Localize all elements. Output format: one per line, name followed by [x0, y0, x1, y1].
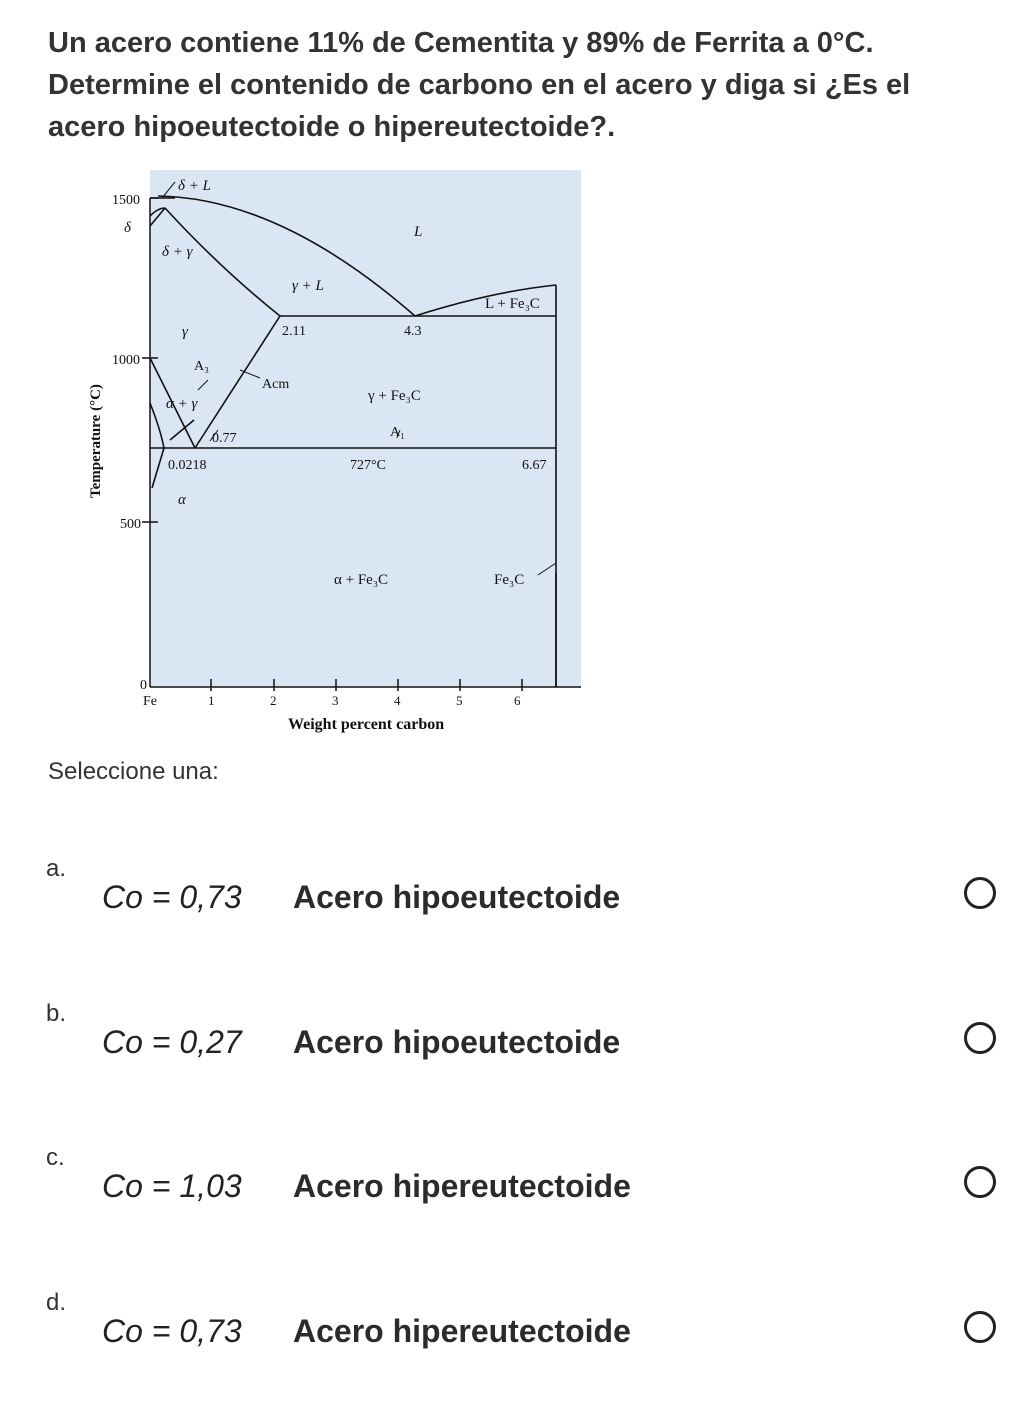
iron-carbon-phase-diagram [80, 168, 600, 743]
y-axis-label: Temperature (°C) [88, 384, 104, 498]
label-alpha-gamma: α + γ [166, 396, 198, 412]
option-text: Acero hipereutectoide [293, 1168, 631, 1204]
label-0-77: 0.77 [212, 431, 237, 446]
label-gamma-fe3c: γ + Fe₃C [368, 388, 421, 404]
label-0-0218: 0.0218 [168, 458, 207, 473]
x-tick-3: 3 [332, 693, 339, 708]
label-727c: 727°C [350, 458, 386, 473]
label-l-fe3c: L + Fe₃C [485, 296, 540, 312]
option-d[interactable] [0, 1289, 1014, 1409]
option-letter: c. [46, 1144, 65, 1171]
question-text: Un acero contiene 11% de Cementita y 89% de Ferrita a 0°C. Determine el contenido de carbono en el acero y diga si ¿Es el acero hipoeutectoide o hipereutectoide?. [48, 27, 911, 143]
x-tick-6: 6 [514, 693, 521, 708]
y-tick-500: 500 [120, 517, 141, 532]
label-alpha-fe3c: α + Fe₃C [334, 572, 389, 588]
radio-button-d[interactable] [964, 1311, 996, 1343]
x-axis-label: Weight percent carbon [288, 716, 445, 733]
x-tick-1: 1 [208, 693, 215, 708]
option-formula: Co = 0,73 [102, 879, 242, 915]
label-acm: Acm [262, 377, 290, 392]
option-a[interactable] [0, 855, 1014, 975]
y-tick-0: 0 [140, 678, 147, 693]
option-letter: d. [46, 1289, 67, 1316]
option-letter: a. [46, 855, 67, 882]
radio-button-c[interactable] [964, 1166, 996, 1198]
option-formula: Co = 0,73 [102, 1313, 242, 1349]
label-gamma-l: γ + L [292, 278, 324, 294]
label-gamma: γ [182, 324, 188, 340]
diagram-background [150, 170, 581, 687]
option-b[interactable] [0, 1000, 1014, 1120]
option-c[interactable] [0, 1144, 1014, 1264]
option-text: Acero hipoeutectoide [293, 879, 621, 915]
label-a1: A₁ [390, 425, 405, 440]
option-formula: Co = 0,27 [102, 1024, 242, 1060]
label-delta-gamma: δ + γ [162, 244, 193, 260]
label-2-11: 2.11 [282, 324, 306, 339]
label-alpha: α [178, 492, 186, 508]
label-a3: A₃ [194, 359, 209, 374]
option-letter: b. [46, 1000, 67, 1027]
radio-button-a[interactable] [964, 877, 996, 909]
option-text: Acero hipereutectoide [293, 1313, 631, 1349]
select-prompt: Seleccione una: [48, 758, 219, 785]
label-delta-l: δ + L [178, 178, 211, 194]
x-tick-fe: Fe [143, 694, 157, 709]
x-tick-2: 2 [270, 693, 277, 708]
option-formula: Co = 1,03 [102, 1168, 242, 1204]
label-delta: δ [124, 220, 131, 236]
y-tick-1500: 1500 [112, 193, 140, 208]
option-text: Acero hipoeutectoide [293, 1024, 621, 1060]
y-tick-1000: 1000 [112, 353, 140, 368]
label-6-67: 6.67 [522, 458, 547, 473]
label-liquid: L [414, 224, 423, 240]
radio-button-b[interactable] [964, 1022, 996, 1054]
label-fe3c: Fe₃C [494, 572, 525, 588]
label-4-3: 4.3 [404, 324, 422, 339]
x-tick-4: 4 [394, 693, 401, 708]
x-tick-5: 5 [456, 693, 463, 708]
